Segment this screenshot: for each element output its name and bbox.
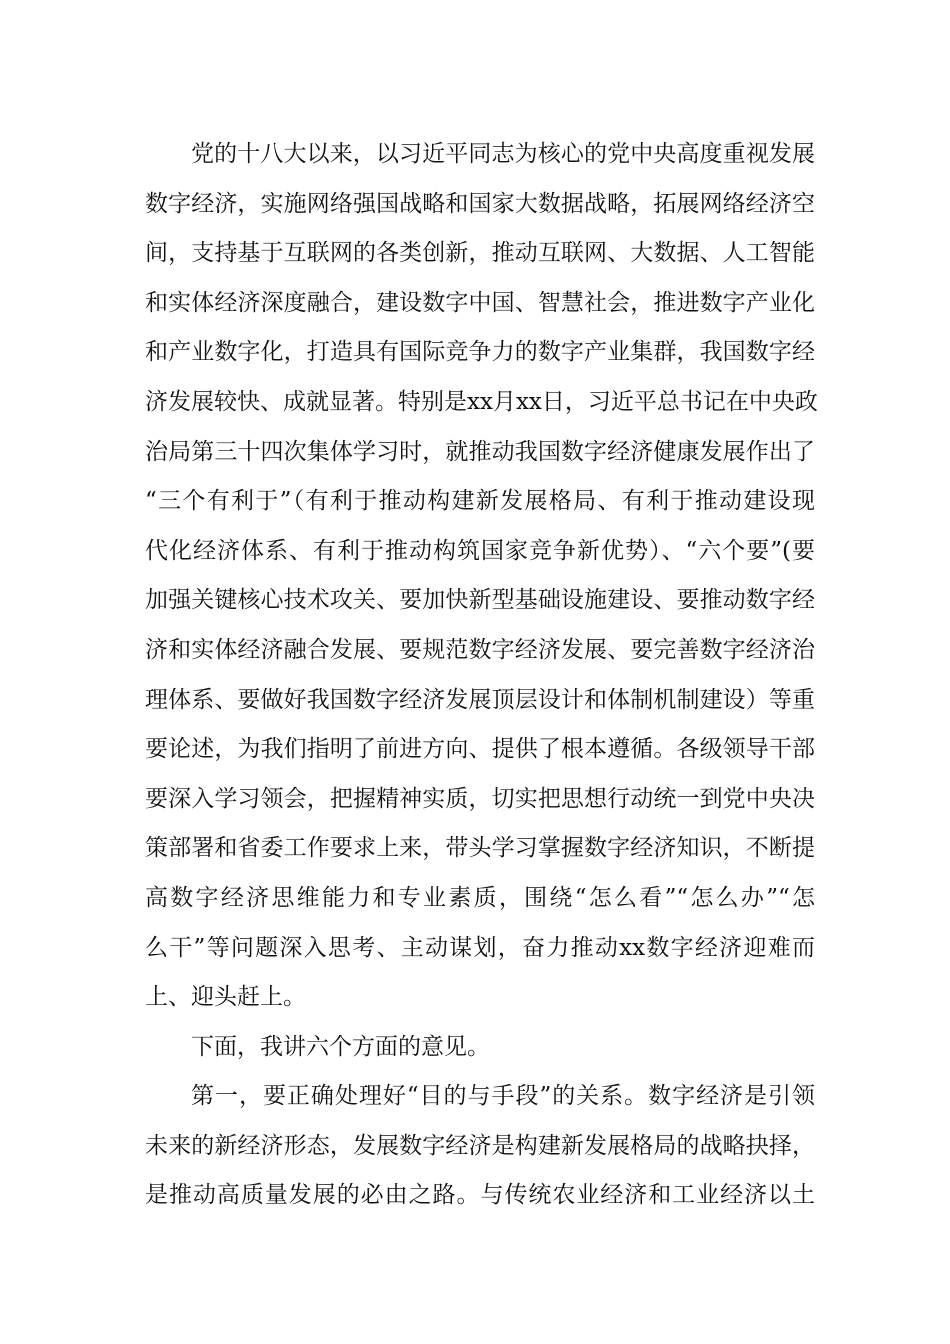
paragraph-line: 代化经济体系、有利于推动构筑国家竞争新优势）、“六个要”(要 — [145, 537, 815, 564]
paragraph-line: 要论述，为我们指明了前进方向、提供了根本遵循。各级领导干部 — [145, 736, 815, 763]
paragraph-line: 未来的新经济形态，发展数字经济是构建新发展格局的战略抉择， — [145, 1132, 815, 1159]
paragraph-line: 是推动高质量发展的必由之路。与传统农业经济和工业经济以土 — [145, 1182, 815, 1209]
paragraph-line: “三个有利于”（有利于推动构建新发展格局、有利于推动建设现 — [145, 488, 815, 515]
paragraph-line: 加强关键核心技术攻关、要加快新型基础设施建设、要推动数字经 — [145, 587, 815, 614]
paragraph-line: 和产业数字化，打造具有国际竞争力的数字产业集群，我国数字经 — [145, 339, 815, 366]
paragraph-line: 济和实体经济融合发展、要规范数字经济发展、要完善数字经济治 — [145, 636, 815, 663]
paragraph-line: 第一，要正确处理好“目的与手段”的关系。数字经济是引领 — [191, 1083, 815, 1110]
paragraph-line: 党的十八大以来，以习近平同志为核心的党中央高度重视发展 — [191, 141, 815, 167]
paragraph-line: 理体系、要做好我国数字经济发展顶层设计和体制机制建设）等重 — [145, 686, 815, 713]
paragraph-line: 么干”等问题深入思考、主动谋划，奋力推动xx数字经济迎难而 — [145, 934, 815, 961]
paragraph-line: 治局第三十四次集体学习时，就推动我国数字经济健康发展作出了 — [145, 438, 815, 465]
paragraph-line: 和实体经济深度融合，建设数字中国、智慧社会，推进数字产业化 — [145, 289, 815, 316]
paragraph-line: 上、迎头赶上。 — [145, 984, 306, 1011]
paragraph-line: 济发展较快、成就显著。特别是xx月xx日，习近平总书记在中央政 — [145, 388, 818, 415]
paragraph-line: 下面，我讲六个方面的意见。 — [191, 1033, 490, 1060]
paragraph-line: 间，支持基于互联网的各类创新，推动互联网、大数据、人工智能 — [145, 240, 815, 267]
paragraph-line: 高数字经济思维能力和专业素质，围绕“怎么看”“怎么办”“怎 — [145, 884, 815, 911]
document-body — [145, 130, 818, 1221]
paragraph-line: 要深入学习领会，把握精神实质，切实把思想行动统一到党中央决 — [145, 785, 815, 812]
paragraph-line: 策部署和省委工作要求上来，带头学习掌握数字经济知识，不断提 — [145, 835, 815, 862]
paragraph-line: 数字经济，实施网络强国战略和国家大数据战略，拓展网络经济空 — [145, 190, 815, 217]
